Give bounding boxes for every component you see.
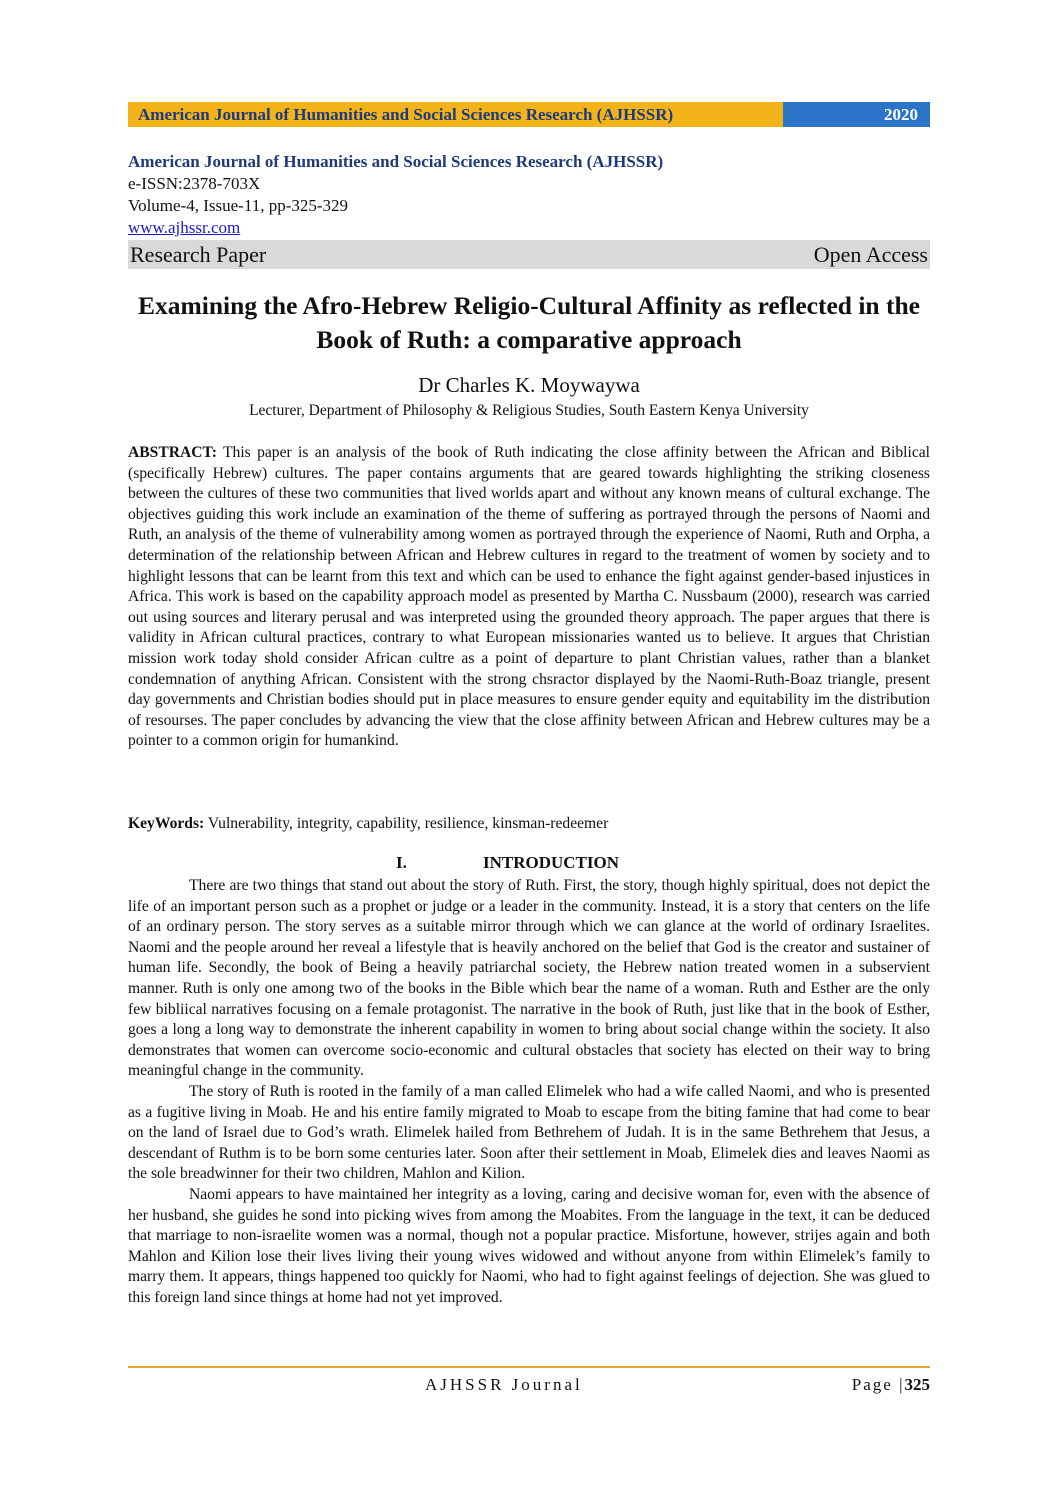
paper-title: Examining the Afro-Hebrew Religio-Cultural Affinity as reflected in the Book of Ruth: a comparative approach [138,291,920,354]
journal-volume: Volume-4, Issue-11, pp-325-329 [128,196,349,215]
footer-page [852,1375,930,1395]
footer-page-number: 325 [904,1375,930,1394]
keywords-text: Vulnerability, integrity, capability, resilience, kinsman-redeemer [204,815,609,832]
abstract-text: This paper is an analysis of the book of Ruth indicating the close affinity between the African and Biblical (specifically Hebrew) cultures. The paper contains arguments that are geared towards highlighting the striking closeness between the cultures of these two communities that lived worlds apart and without any known means of cultural exchange. The objectives guiding this work include an examination of the theme of suffering as portrayed through the persons of Naomi and Ruth, an analysis of the theme of vulnerability among women as portrayed through the experience of Naomi, Ruth and Orpha, a determination of the relationship between African and Hebrew cultures in regard to the treatment of women by society and to highlight lessons that can be learnt from this text and which can be used to enhance the fight against gender-based injustices in Africa. This work is based on the capability approach model as presented by Martha C. Nussbaum (2000), research was carried out using sources and literary perusal and was interpreted using the grounded theory approach. The paper argues that there is validity in African cultural practices, contrary to what European missionaries wanted us to believe. It argues that Christian mission work today shold consider African cultre as a point of departure to plant Christian values, rather than a blanket condemnation of anything African. Consistent with the strong chsractor displayed by the Naomi-Ruth-Boaz triangle, present day governments and Christian bodies should put in place measures to ensure gender equity and equitability im the distribution of resourses. The paper concludes by advancing the view that the close affinity between African and Hebrew cultures may be a pointer to a common origin for humankind. [128,444,930,750]
paper-type-label: Research Paper [130,241,267,267]
journal-name: American Journal of Humanities and Social Sciences Research (AJHSSR) [128,152,664,171]
paragraph: The story of Ruth is rooted in the family of a man called Elimelek who had a wife called Naomi, and who is presented as a fugitive living in Moab. He and his entire family migrated to Moab to escape from the biting famine that had come to bear on the land of Israel due to God’s wrath. Elimelek hailed from Bethrehem of Judah. It is in the same Bethrehem that Jesus, a descendant of Ruthm is to be born some centuries later. Soon after their settlement in Moab, Elimelek dies and leaves Naomi as the sole breadwinner for their two children, Mahlon and Kilion. [128,1082,930,1183]
author-affiliation: Lecturer, Department of Philosophy & Religious Studies, South Eastern Kenya University [249,402,809,419]
journal-website-link[interactable]: www.ajhssr.com [128,218,241,237]
open-access-label: Open Access [813,241,928,267]
paper-type-bar [128,240,930,269]
journal-issn: e-ISSN:2378-703X [128,174,261,193]
banner-year: 2020 [783,102,930,127]
banner-journal-title: American Journal of Humanities and Social Sciences Research (AJHSSR) [128,102,783,127]
journal-banner [128,102,930,127]
section-title: INTRODUCTION [483,853,620,872]
abstract [128,443,930,752]
abstract-label: ABSTRACT: [128,444,217,461]
paragraph: There are two things that stand out about the story of Ruth. First, the story, though highly spiritual, does not depict the life of an important person such as a prophet or judge or a leader in the community. Instead, it is a story that centers on the life of an ordinary person. The story serves as a suitable mirror through which we can glance at the world of ordinary Israelites. Naomi and the people around her reveal a lifestyle that is heavily anchored on the belief that God is the creator and sustainer of human life. Secondly, the book of Being a heavily patriarchal society, the Hebrew nation treated women in a subservient manner. Ruth is only one among two of the books in the Bible which bear the name of a woman. Ruth and Esther are the only few bibliical narratives focusing on a female protagonist. The narrative in the book of Ruth, just like that in the book of Esther, goes a long a long way to demonstrate the inherent capability in women to bring about social change within the society. It also demonstrates that women can overcome socio-economic and cultural obstacles that society has elected on their way to bring meaningful change in the community. [128,877,930,1080]
introduction-body [128,876,930,1308]
journal-info [128,151,930,239]
footer-journal: AJHSSR Journal [425,1375,583,1394]
paragraph: Naomi appears to have maintained her integrity as a loving, caring and decisive woman for, even with the absence of her husband, she guides he sond into picking wives from among the Moabites. From the language in the text, it can be deduced that marriage to non-israelite women was a normal, though not a popular practice. Misfortune, however, strijes again and both Mahlon and Kilion lose their lives living their young wives widowed and without anyone from within Elimelek’s family to marry them. It appears, things happened too quickly for Naomi, who had to fight against feelings of dejection. She was glued to this foreign land since things at home had not yet improved. [128,1185,930,1306]
author-name: Dr Charles K. Moywaywa [418,373,640,397]
section-number: I. [396,853,407,872]
keywords [128,815,930,833]
footer-divider [128,1366,930,1368]
keywords-label: KeyWords: [128,815,205,832]
footer-page-label: Page | [851,1375,905,1394]
